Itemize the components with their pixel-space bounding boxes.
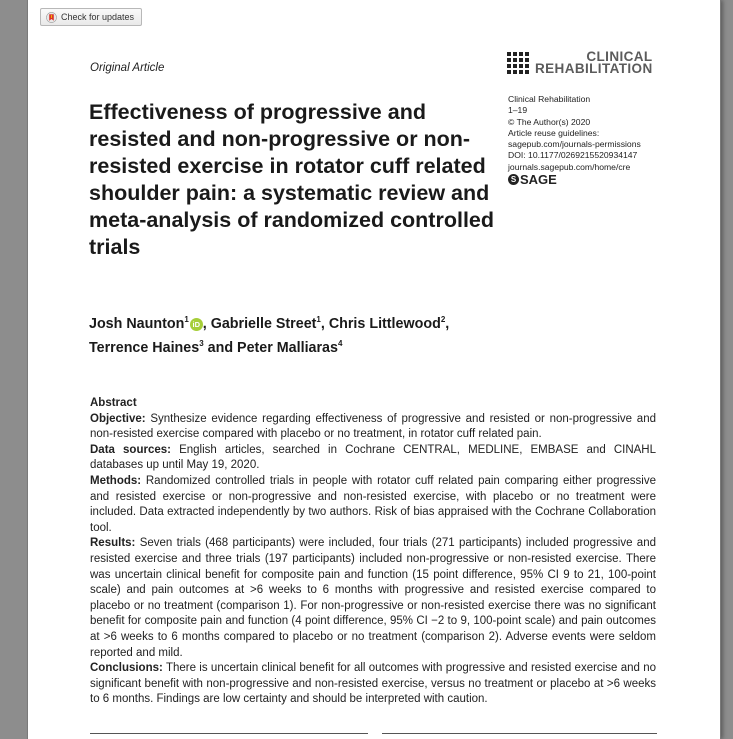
author-name: Josh Naunton <box>89 315 185 332</box>
author-affiliation: 1 <box>184 315 189 324</box>
abstract-label: Conclusions: <box>90 662 163 675</box>
meta-pages: 1–19 <box>508 105 528 116</box>
author-name: Peter Malliaras <box>237 339 338 356</box>
journal-logo-grid-icon <box>507 52 529 74</box>
abstract-heading: Abstract <box>90 397 137 409</box>
meta-copyright: © The Author(s) 2020 <box>508 116 591 127</box>
abstract-label: Data sources: <box>90 443 171 456</box>
sage-s-icon: S <box>508 174 519 185</box>
abstract-label: Results: <box>90 537 136 550</box>
author-name: Gabrielle Street <box>210 315 317 332</box>
check-for-updates-button[interactable] <box>40 8 142 26</box>
meta-journal-home-link[interactable]: journals.sagepub.com/home/cre <box>508 161 631 172</box>
meta-permissions-link[interactable]: sagepub.com/journals-permissions <box>508 139 641 150</box>
journal-name-line1: CLINICAL <box>586 49 653 64</box>
column-rule-left <box>90 733 368 734</box>
abstract-text: There is uncertain clinical benefit for all outcomes with progressive and resisted exercise and no significant benefit with non-progressive and non-resisted exercise, versus no treatment or placebo at >6 weeks to 6 months. Findings are low certainty and should be interpreted with caution. <box>90 662 656 706</box>
meta-journal: Clinical Rehabilitation <box>508 94 591 104</box>
journal-name <box>535 51 653 75</box>
author-name: Terrence Haines <box>89 339 200 356</box>
pdf-page <box>28 0 720 739</box>
abstract-text: Randomized controlled trials in people with rotator cuff related pain comparing either progressive and resisted exercise or non-progressive and non-resisted exercise, with placebo or no treatment were included. Data extracted independently by two authors. Risk of bias appraised with the Cochrane Collaboration tool. <box>90 474 656 534</box>
author-affiliation: 1 <box>316 315 321 324</box>
abstract-results <box>90 536 656 661</box>
abstract-conclusions <box>90 661 656 708</box>
abstract-text: Synthesize evidence regarding effectiveness of progressive and resisted or non-progressive and non-resisted exercise compared with placebo or no treatment, in rotator cuff related pain. <box>90 412 656 441</box>
abstract-data-sources <box>90 443 656 474</box>
abstract-objective <box>90 412 656 443</box>
abstract-text: Seven trials (468 participants) were included, four trials (271 participants) included progressive and resisted exercise and three trials (197 participants) included non-progressive or non-resisted exercise. There was uncertain clinical benefit for composite pain and function (15 point difference, 95% CI 9 to 21, 100-point scale) and pain outcomes at >6 weeks to 6 months with progressive and resisted exercise compared to placebo or no treatment (comparison 1). For non-progressive or non-resisted exercise there was no significant benefit for composite pain and function (4 point difference, 95% CI −2 to 9, 100-point scale) and pain outcomes at >6 weeks to 6 months compared to placebo or no treatment (comparison 2). Adverse events were seldom reported and mild. <box>90 537 656 659</box>
journal-logo <box>507 51 653 75</box>
author-affiliation: 3 <box>199 338 204 348</box>
abstract-text: English articles, searched in Cochrane CENTRAL, MEDLINE, EMBASE and CINAHL databases up until May 19, 2020. <box>90 443 656 472</box>
abstract-methods <box>90 474 656 536</box>
author-list: Josh Naunton$^1$iD , Gabrielle Street$^1$, Chris Littlewood$^2$, Terrence Haines$^3$ and Peter Malliaras$^4$ <box>89 315 450 356</box>
article-type: Original Article <box>90 62 165 74</box>
author-name: Chris Littlewood <box>328 315 441 332</box>
meta-doi[interactable]: DOI: 10.1177/0269215520934147 <box>508 150 638 161</box>
article-title: Effectiveness of progressive and resisted and non-progressive or non-resisted exercise in rotator cuff related shoulder pain: a systematic review and meta-analysis of randomized controlled trials <box>89 100 495 259</box>
journal-metadata <box>508 94 641 188</box>
abstract <box>90 396 656 708</box>
abstract-label: Objective: <box>90 412 146 425</box>
crossmark-icon <box>46 12 57 23</box>
author-affiliation: 2 <box>440 315 446 324</box>
author-affiliation: 4 <box>337 338 343 348</box>
column-rule-right <box>382 733 657 734</box>
check-for-updates-label: Check for updates <box>61 12 135 22</box>
orcid-icon[interactable]: iD <box>190 318 203 331</box>
journal-name-line2: REHABILITATION <box>535 61 653 76</box>
publisher-name: SAGE <box>520 172 557 188</box>
meta-reuse-label: Article reuse guidelines: <box>508 127 600 138</box>
abstract-label: Methods: <box>90 474 142 487</box>
publisher-logo <box>508 172 641 188</box>
